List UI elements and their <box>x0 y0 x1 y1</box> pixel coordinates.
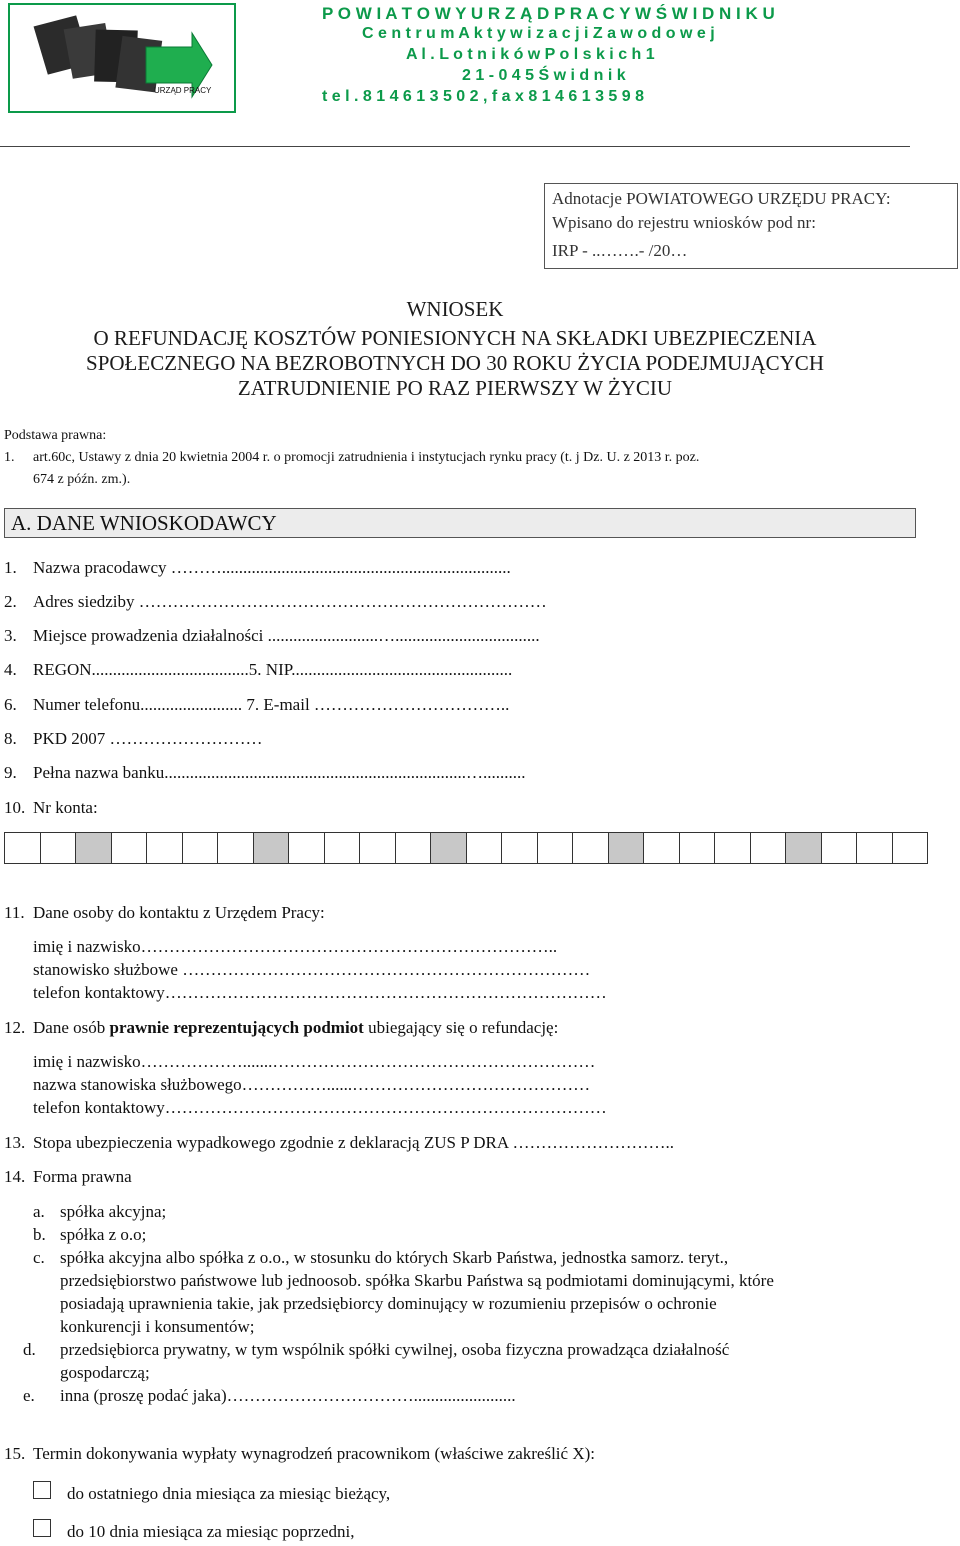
field-number: 10. <box>4 798 26 817</box>
account-digit-box[interactable] <box>182 832 218 864</box>
account-digit-box[interactable] <box>359 832 395 864</box>
section-a-title: A. DANE WNIOSKODAWCY <box>11 511 277 535</box>
field-number: 3. <box>4 626 17 645</box>
office-address: A l . L o t n i k ó w P o l s k i c h 1 <box>406 46 655 63</box>
office-name: P O W I A T O W Y U R Z Ą D P R A C Y W Ś W I D N I K U <box>322 4 775 23</box>
legal-form-label: Forma prawna <box>33 1167 132 1186</box>
account-digit-box[interactable] <box>324 832 360 864</box>
field-number: 6. <box>4 695 17 714</box>
account-digit-box[interactable] <box>217 832 253 864</box>
legal-form-option-e[interactable]: inna (proszę podać jaka)……………………………........................ <box>60 1386 516 1405</box>
field-number: 4. <box>4 660 17 679</box>
account-digit-box[interactable] <box>466 832 502 864</box>
section-a-header <box>4 508 916 538</box>
account-digit-box[interactable] <box>892 832 929 864</box>
account-digit-box[interactable] <box>111 832 147 864</box>
account-digit-box[interactable] <box>537 832 573 864</box>
representatives-label: Dane osób prawnie reprezentujących podmiot ubiegający się o refundację: <box>33 1018 559 1037</box>
account-digit-box[interactable] <box>750 832 786 864</box>
field-number: 14. <box>4 1167 26 1186</box>
field-number: 8. <box>4 729 17 748</box>
legal-item-text-cont: 674 z późn. zm.). <box>33 472 131 487</box>
business-location-field[interactable]: Miejsce prowadzenia działalności ..........................….................................. <box>33 626 540 645</box>
legal-form-option-c-cont: posiadają uprawnienia takie, jak przedsiębiorcy dominujący w rozumieniu przepisów o ochronie <box>60 1294 717 1313</box>
legal-basis-label: Podstawa prawna: <box>4 428 107 443</box>
account-digit-box[interactable] <box>501 832 537 864</box>
account-digit-box[interactable] <box>288 832 324 864</box>
field-number: 13. <box>4 1133 26 1152</box>
account-number-label: Nr konta: <box>33 798 98 817</box>
employer-name-field[interactable]: Nazwa pracodawcy ……….................................................................... <box>33 558 511 577</box>
legal-form-option-a[interactable]: spółka akcyjna; <box>60 1202 167 1221</box>
payment-term-previous-checkbox[interactable] <box>33 1519 51 1537</box>
account-digit-box[interactable] <box>572 832 608 864</box>
account-digit-box[interactable] <box>821 832 857 864</box>
legal-form-option-c[interactable]: spółka akcyjna albo spółka z o.o., w stosunku do których Skarb Państwa, jednostka samorz. teryt., <box>60 1248 729 1267</box>
office-subtitle: C e n t r u m A k t y w i z a c j i Z a w o d o w e j <box>362 25 715 42</box>
contact-position-field[interactable]: stanowisko służbowe ……………………………………………………………… <box>33 960 591 979</box>
account-digit-box[interactable] <box>679 832 715 864</box>
legal-form-option-c-cont: przedsiębiorstwo państwowe lub jednoosob. spółka Skarbu Państwa są podmiotami dominującymi, które <box>60 1271 774 1290</box>
legal-item-number: 1. <box>4 450 15 465</box>
account-digit-box[interactable] <box>714 832 750 864</box>
office-logo <box>8 3 236 113</box>
header-divider <box>0 146 910 147</box>
representatives-emphasis: prawnie reprezentujących podmiot <box>109 1018 364 1037</box>
account-digit-box[interactable] <box>146 832 182 864</box>
account-digit-box[interactable] <box>40 832 76 864</box>
contact-person-label: Dane osoby do kontaktu z Urzędem Pracy: <box>33 903 325 922</box>
account-digit-box[interactable] <box>785 832 821 864</box>
account-digit-box[interactable] <box>395 832 431 864</box>
form-title-line-4: ZATRUDNIENIE PO RAZ PIERWSZY W ŻYCIU <box>237 376 673 400</box>
pkd-field[interactable]: PKD 2007 ……………………… <box>33 729 263 748</box>
address-field[interactable]: Adres siedziby ……………………………………………………………… <box>33 592 547 611</box>
office-annotation-box <box>544 183 958 269</box>
payment-term-current-label: do ostatniego dnia miesiąca za miesiąc bieżący, <box>67 1484 391 1503</box>
field-number: 15. <box>4 1444 26 1463</box>
bank-name-field[interactable]: Pełna nazwa banku.......................................................................….......... <box>33 763 526 782</box>
account-digit-box[interactable] <box>430 832 466 864</box>
representative-name-field[interactable]: imię i nazwisko……………….......………………………………………………… <box>33 1052 596 1071</box>
field-number: 9. <box>4 763 17 782</box>
legal-item-text: art.60c, Ustawy z dnia 20 kwietnia 2004 r. o promocji zatrudnienia i instytucjach rynku pracy (t. j Dz. U. z 2013 r. poz. <box>33 450 700 465</box>
legal-form-option-d[interactable]: przedsiębiorca prywatny, w tym wspólnik spółki cywilnej, osoba fizyczna prowadząca działalność <box>60 1340 730 1359</box>
option-letter: e. <box>23 1386 35 1405</box>
field-number: 12. <box>4 1018 26 1037</box>
office-phone: t e l . 8 1 4 6 1 3 5 0 2 , f a x 8 1 4 6 1 3 5 9 8 <box>322 88 644 105</box>
account-digit-box[interactable] <box>643 832 679 864</box>
option-letter: d. <box>23 1340 36 1359</box>
option-letter: a. <box>33 1202 45 1221</box>
form-title-line-2: O REFUNDACJĘ KOSZTÓW PONIESIONYCH NA SKŁADKI UBEZPIECZENIA <box>93 326 817 350</box>
option-letter: c. <box>33 1248 45 1267</box>
legal-form-option-d-cont: gospodarczą; <box>60 1363 150 1382</box>
phone-email-field[interactable]: Numer telefonu........................ 7. E-mail …………………………….. <box>33 695 510 714</box>
payment-term-previous-label: do 10 dnia miesiąca za miesiąc poprzedni, <box>67 1522 355 1541</box>
account-digit-box[interactable] <box>4 832 40 864</box>
payment-term-label: Termin dokonywania wypłaty wynagrodzeń pracownikom (właściwe zakreślić X): <box>33 1444 595 1463</box>
accident-insurance-rate-field[interactable]: Stopa ubezpieczenia wypadkowego zgodnie z deklaracją ZUS P DRA ……………………….. <box>33 1133 674 1152</box>
representative-phone-field[interactable]: telefon kontaktowy…………………………………………………………………… <box>33 1098 607 1117</box>
regon-nip-field[interactable]: REGON.....................................5. NIP.................................................... <box>33 660 513 679</box>
form-title: WNIOSEK <box>406 297 504 321</box>
account-digit-box[interactable] <box>856 832 892 864</box>
field-number: 11. <box>4 903 25 922</box>
representative-position-field[interactable]: nazwa stanowiska służbowego……………......…………………………………… <box>33 1075 591 1094</box>
annotation-heading: Adnotacje POWIATOWEGO URZĘDU PRACY: <box>552 189 891 208</box>
account-digit-box[interactable] <box>608 832 644 864</box>
annotation-number: IRP - ..…….- /20… <box>552 241 688 260</box>
annotation-register: Wpisano do rejestru wniosków pod nr: <box>552 213 816 232</box>
field-number: 1. <box>4 558 17 577</box>
option-letter: b. <box>33 1225 46 1244</box>
svg-text:URZĄD PRACY: URZĄD PRACY <box>154 86 212 95</box>
form-title-line-3: SPOŁECZNEGO NA BEZROBOTNYCH DO 30 ROKU ŻYCIA PODEJMUJĄCYCH <box>86 351 824 375</box>
office-postal: 2 1 - 0 4 5 Ś w i d n i k <box>462 67 626 84</box>
field-number: 2. <box>4 592 17 611</box>
payment-term-current-checkbox[interactable] <box>33 1481 51 1499</box>
account-digit-box[interactable] <box>75 832 111 864</box>
contact-name-field[interactable]: imię i nazwisko……………………………………………………………….. <box>33 937 558 956</box>
legal-form-option-c-cont: konkurencji i konsumentów; <box>60 1317 255 1336</box>
account-number-boxes <box>4 832 928 866</box>
account-digit-box[interactable] <box>253 832 289 864</box>
legal-form-option-b[interactable]: spółka z o.o; <box>60 1225 147 1244</box>
contact-phone-field[interactable]: telefon kontaktowy…………………………………………………………………… <box>33 983 607 1002</box>
